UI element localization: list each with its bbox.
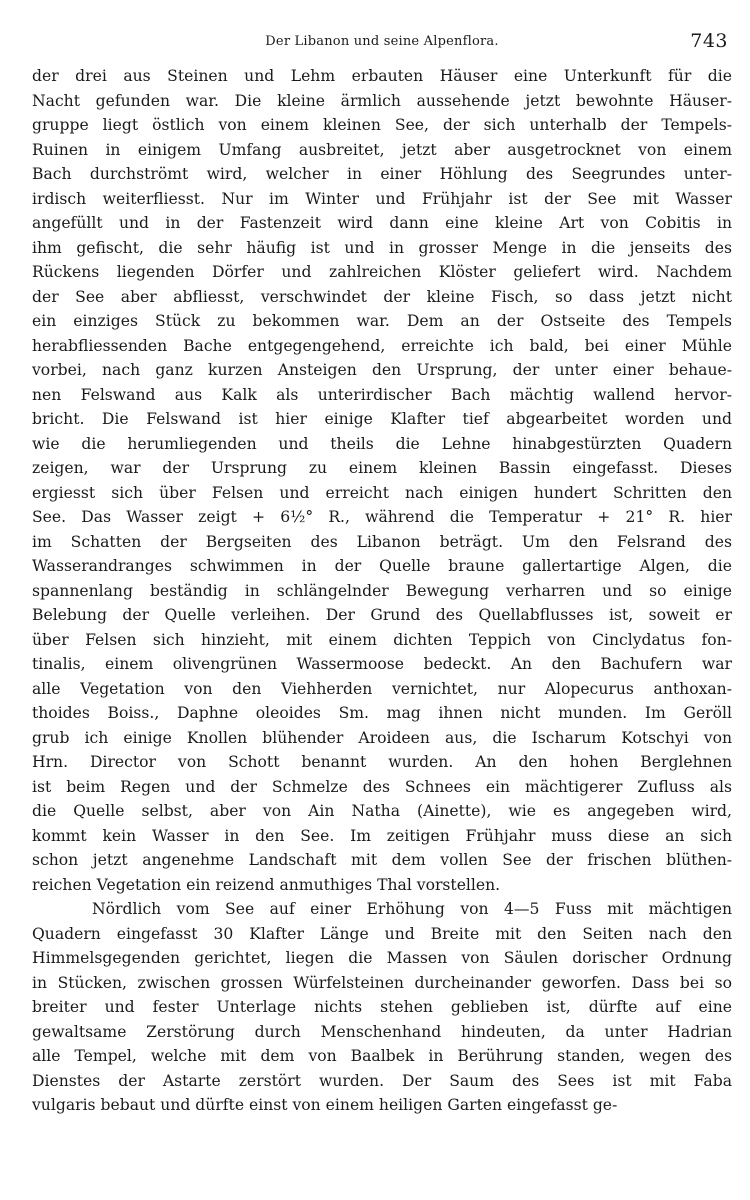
text-line: über Felsen sich hinzieht, mit einem dichten Teppich von Cinclydatus fon-: [32, 630, 732, 649]
text-line: angefüllt und in der Fastenzeit wird dann eine kleine Art von Cobitis in: [32, 214, 732, 232]
body-text: [32, 64, 732, 1118]
text-line: Bach durchströmt wird, welcher in einer Höhlung des Seegrundes unter-: [32, 165, 732, 183]
text-line: die Quelle selbst, aber von Ain Natha (Ainette), wie es angegeben wird,: [32, 802, 732, 820]
text-line: nen Felswand aus Kalk als unterirdischer Bach mächtig wallend hervor-: [32, 385, 732, 404]
paragraph: [32, 897, 732, 1118]
text-line: grub ich einige Knollen blühender Aroideen aus, die Ischarum Kotschyi von: [32, 728, 732, 747]
text-line: Himmelsgegenden gerichtet, liegen die Massen von Säulen dorischer Ordnung: [32, 949, 732, 967]
text-line: reichen Vegetation ein reizend anmuthiges Thal vorstellen.: [32, 875, 501, 894]
text-line: thoides Boiss., Daphne oleoides Sm. mag ihnen nicht munden. Im Geröll: [32, 704, 732, 722]
text-line: herabfliessenden Bache entgegengehend, erreichte ich bald, bei einer Mühle: [32, 336, 732, 355]
text-line: wie die herumliegenden und theils die Lehne hinabgestürzten Quadern: [32, 434, 732, 453]
text-line: im Schatten der Bergseiten des Libanon beträgt. Um den Felsrand des: [32, 532, 732, 551]
text-line: der drei aus Steinen und Lehm erbauten Häuser eine Unterkunft für die: [32, 67, 732, 85]
text-line: gruppe liegt östlich von einem kleinen See, der sich unterhalb der Tempels-: [32, 116, 732, 134]
text-line: kommt kein Wasser in den See. Im zeitigen Frühjahr muss diese an sich: [32, 826, 732, 845]
text-line: alle Vegetation von den Viehherden vernichtet, nur Alopecurus anthoxan-: [32, 679, 732, 698]
text-line: Rückens liegenden Dörfer und zahlreichen Klöster geliefert wird. Nachdem: [32, 263, 732, 281]
text-line: tinalis, einem olivengrünen Wassermoose bedeckt. An den Bachufern war: [32, 655, 732, 673]
text-line: vorbei, nach ganz kurzen Ansteigen den Ursprung, der unter einer behaue-: [32, 361, 732, 379]
text-line: ergiesst sich über Felsen und erreicht nach einigen hundert Schritten den: [32, 483, 732, 502]
text-line: ist beim Regen und der Schmelze des Schnees ein mächtigerer Zufluss als: [32, 777, 732, 796]
text-line: spannenlang beständig in schlängelnder Bewegung verharren und so einige: [32, 581, 732, 600]
text-line: Hrn. Director von Schott benannt wurden. An den hohen Berglehnen: [32, 753, 732, 771]
text-line: zeigen, war der Ursprung zu einem kleinen Bassin eingefasst. Dieses: [32, 459, 732, 477]
text-line: Nördlich vom See auf einer Erhöhung von 4—5 Fuss mit mächtigen: [92, 900, 732, 918]
text-line: ein einziges Stück zu bekommen war. Dem an der Ostseite des Tempels: [32, 312, 732, 330]
text-line: vulgaris bebaut und dürfte einst von einem heiligen Garten eingefasst ge-: [32, 1096, 618, 1114]
text-line: alle Tempel, welche mit dem von Baalbek in Berührung standen, wegen des: [32, 1047, 732, 1065]
text-line: See. Das Wasser zeigt + 6½° R., während die Temperatur + 21° R. hier: [32, 508, 732, 526]
text-line: ihm gefischt, die sehr häufig ist und in grosser Menge in die jenseits des: [32, 238, 732, 257]
text-line: Dienstes der Astarte zerstört wurden. Der Saum des Sees ist mit Faba: [32, 1071, 732, 1090]
text-line: Ruinen in einigem Umfang ausbreitet, jetzt aber ausgetrocknet von einem: [32, 140, 732, 159]
running-title: Der Libanon und seine Alpenflora.: [265, 34, 499, 49]
running-head: [32, 30, 732, 54]
text-line: gewaltsame Zerstörung durch Menschenhand hindeuten, da unter Hadrian: [32, 1022, 732, 1041]
text-line: Nacht gefunden war. Die kleine ärmlich aussehende jetzt bewohnte Häuser-: [32, 91, 732, 110]
text-line: in Stücken, zwischen grossen Würfelsteinen durcheinander geworfen. Dass bei so: [32, 973, 732, 992]
text-line: bricht. Die Felswand ist hier einige Klafter tief abgearbeitet worden und: [32, 410, 732, 428]
paragraph: [32, 64, 732, 897]
text-line: schon jetzt angenehme Landschaft mit dem vollen See der frischen blüthen-: [32, 851, 732, 869]
page-number: 743: [690, 30, 728, 52]
text-line: breiter und fester Unterlage nichts stehen geblieben ist, dürfte auf eine: [32, 998, 732, 1016]
text-line: Belebung der Quelle verleihen. Der Grund des Quellabflusses ist, soweit er: [32, 606, 732, 624]
text-line: Wasserandranges schwimmen in der Quelle braune gallertartige Algen, die: [32, 557, 732, 575]
text-line: irdisch weiterfliesst. Nur im Winter und Frühjahr ist der See mit Wasser: [32, 189, 732, 208]
text-line: der See aber abfliesst, verschwindet der kleine Fisch, so dass jetzt nicht: [32, 287, 732, 306]
text-line: Quadern eingefasst 30 Klafter Länge und Breite mit den Seiten nach den: [32, 924, 732, 943]
